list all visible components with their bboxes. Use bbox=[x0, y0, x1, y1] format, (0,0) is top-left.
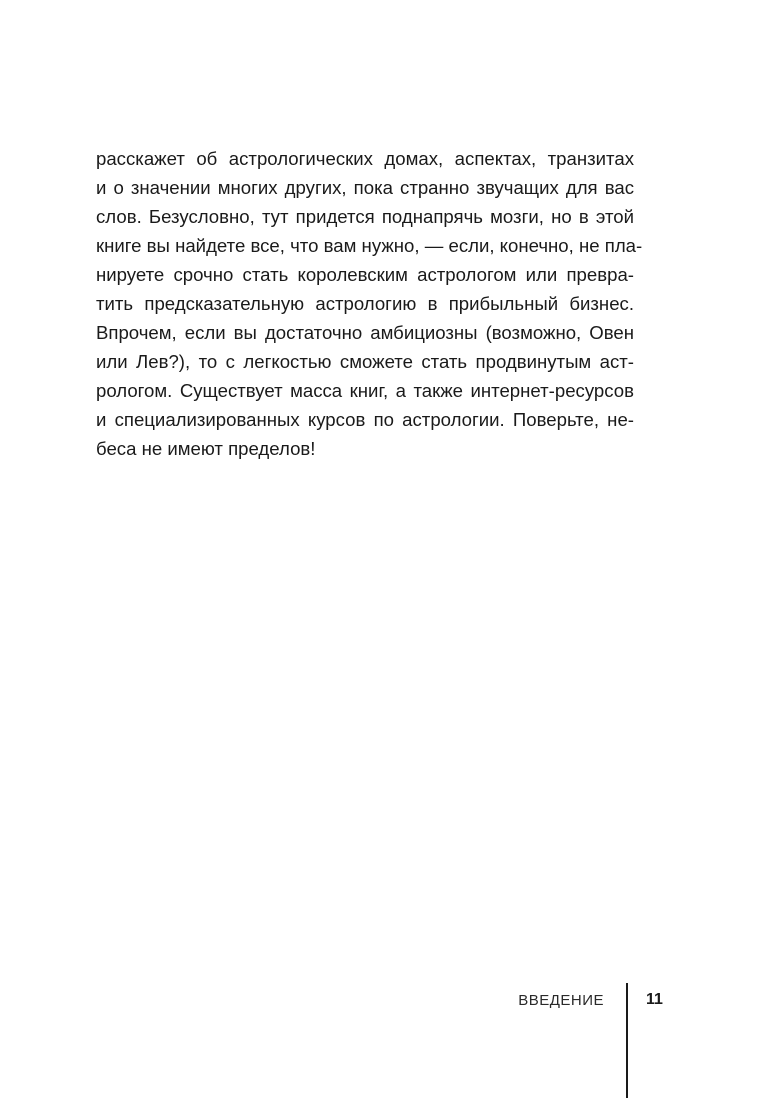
footer-divider bbox=[626, 983, 628, 1098]
text-line: книге вы найдете все, что вам нужно, — если, конечно, не пла- bbox=[96, 235, 643, 256]
text-line: тить предсказательную астрологию в прибыльный бизнес. bbox=[96, 293, 634, 314]
text-line: расскажет об астрологических домах, аспектах, транзитах bbox=[96, 148, 634, 169]
text-line: нируете срочно стать королевским астрологом или превра- bbox=[96, 264, 634, 285]
text-line: слов. Безусловно, тут придется поднапрячь мозги, но в этой bbox=[96, 206, 634, 227]
running-footer-section: ВВЕДЕНИЕ bbox=[518, 992, 604, 1009]
body-paragraph bbox=[96, 144, 643, 463]
text-line: и о значении многих других, пока странно звучащих для вас bbox=[96, 177, 634, 198]
text-line: Впрочем, если вы достаточно амбициозны (возможно, Овен bbox=[96, 322, 634, 343]
text-line: рологом. Существует масса книг, а также интернет-ресурсов bbox=[96, 380, 634, 401]
text-line: и специализированных курсов по астрологии. Поверьте, не- bbox=[96, 409, 634, 430]
text-line: беса не имеют пределов! bbox=[96, 438, 316, 459]
page-number: 11 bbox=[646, 991, 663, 1008]
text-line: или Лев?), то с легкостью сможете стать продвинутым аст- bbox=[96, 351, 634, 372]
